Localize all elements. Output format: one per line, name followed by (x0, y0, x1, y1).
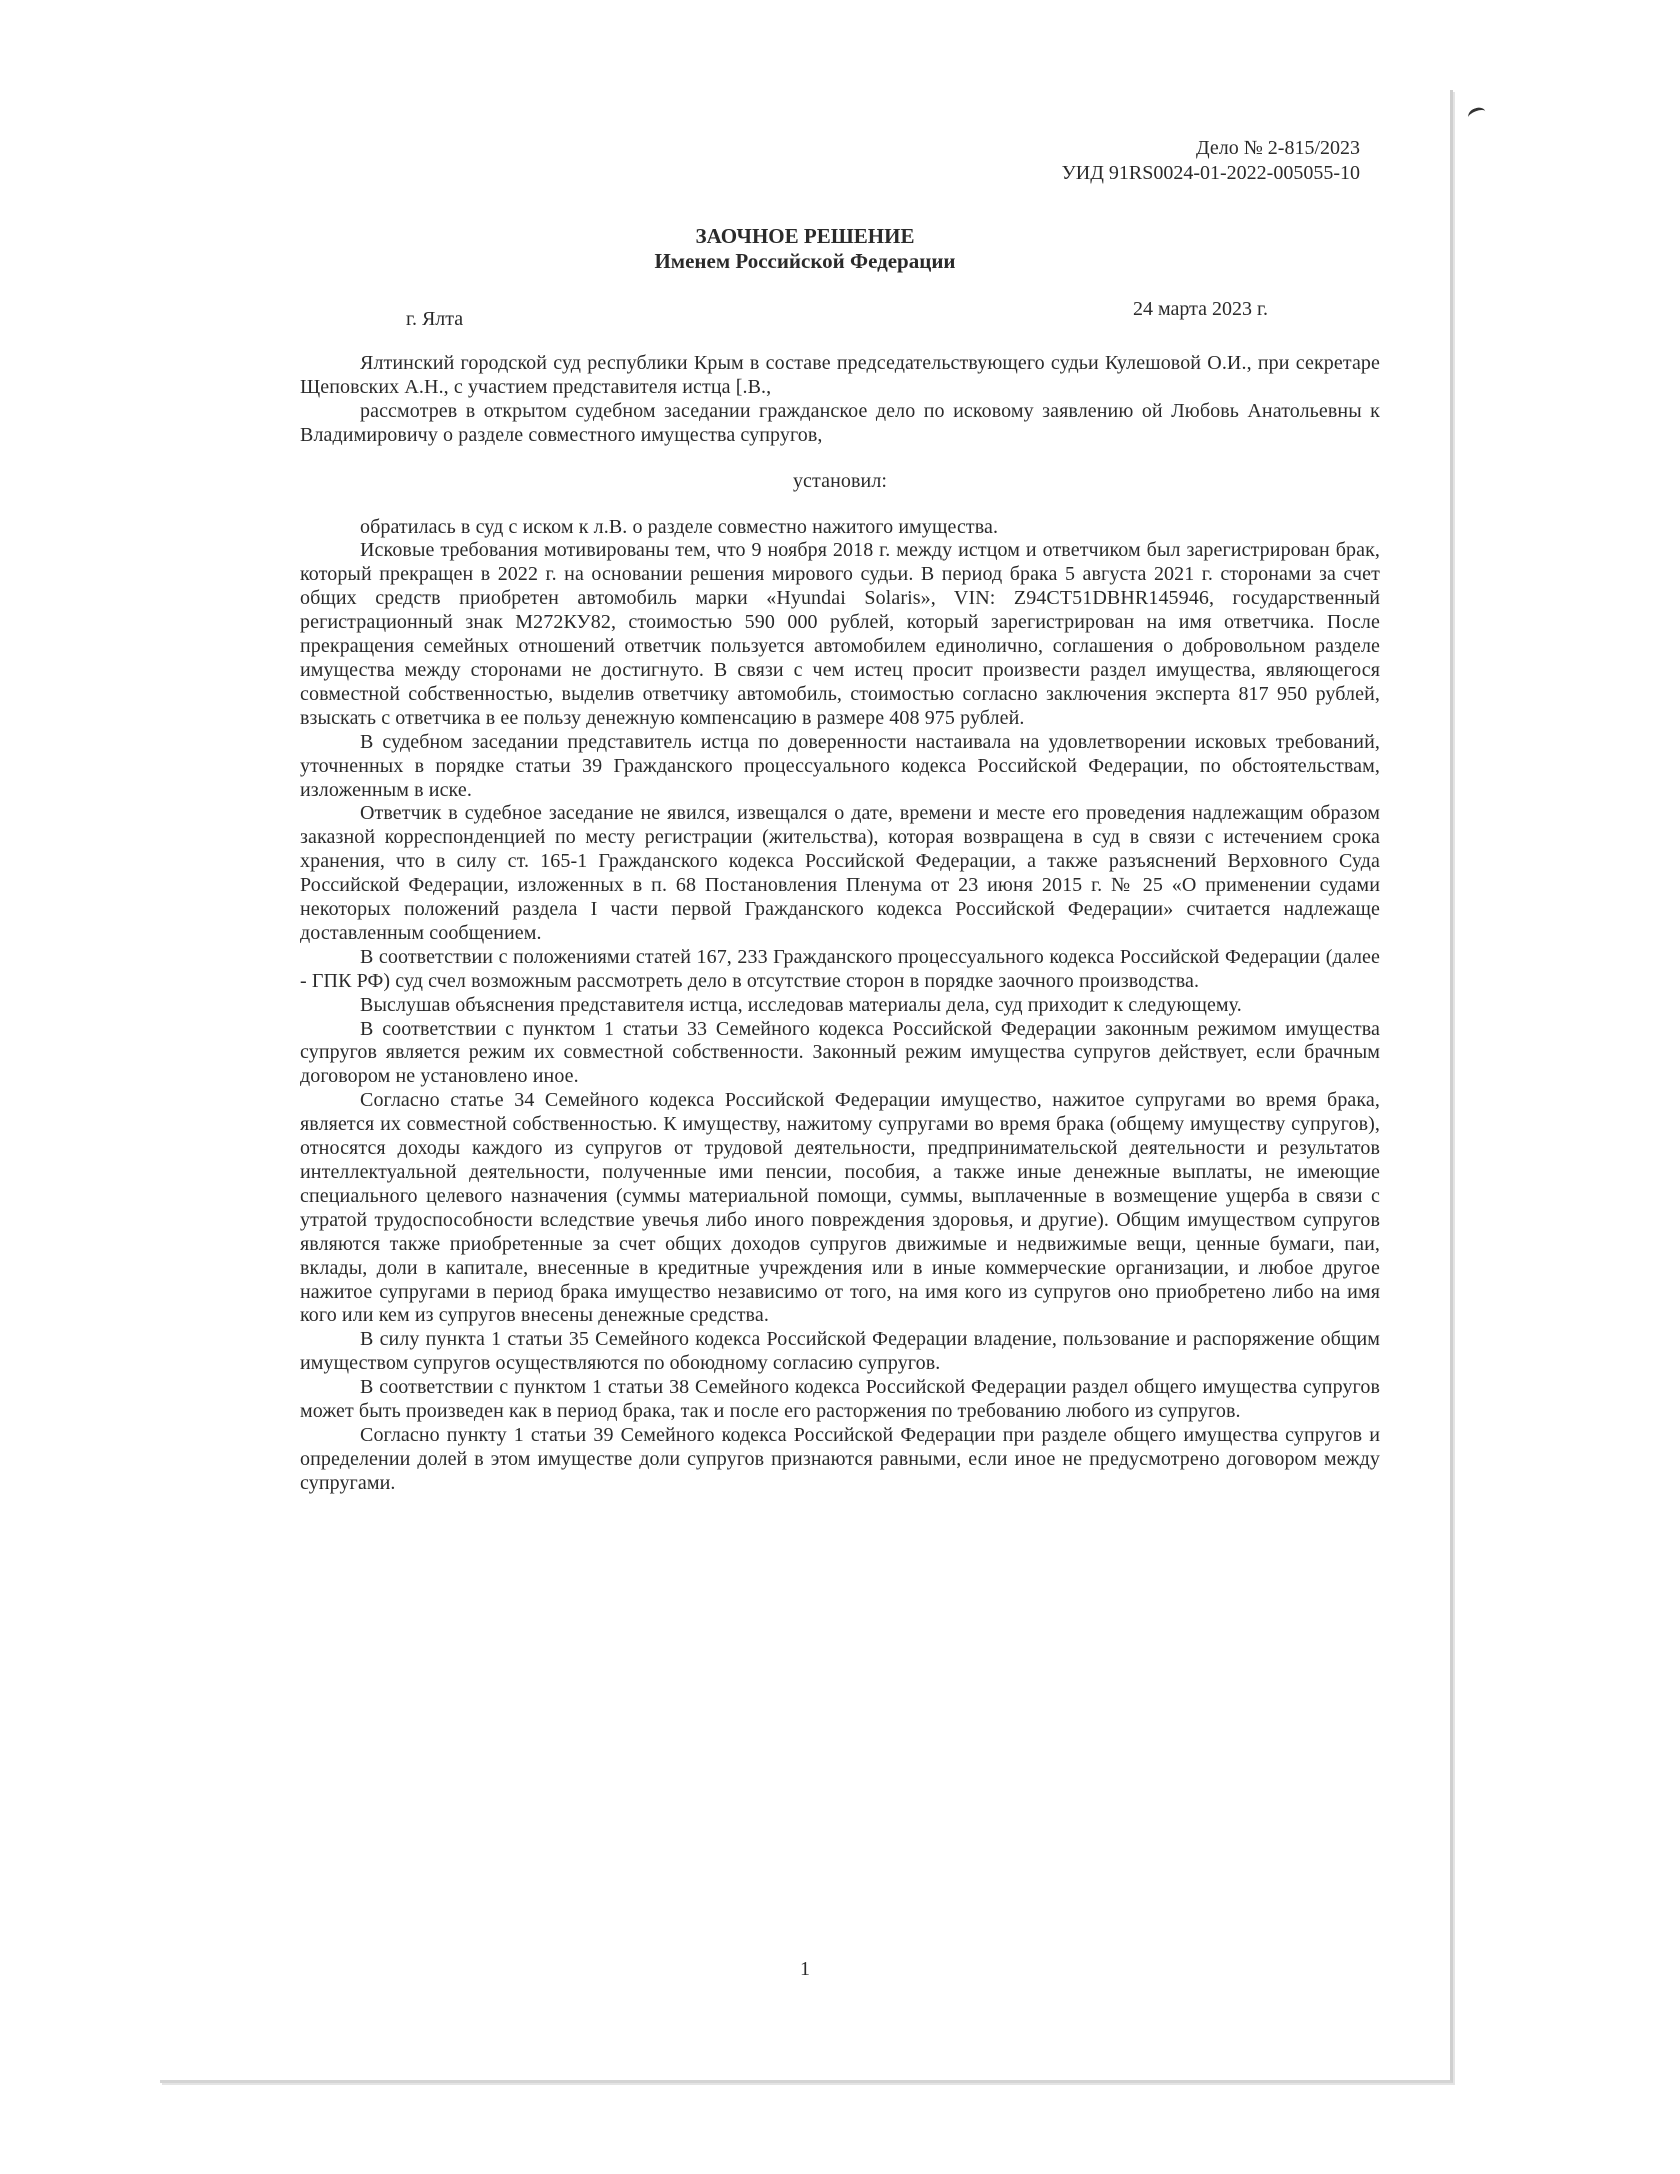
case-number: Дело № 2-815/2023 (1195, 137, 1360, 159)
paragraph: В судебном заседании представитель истца по доверенности настаивала на удовлетворении исковых требований, уточненных в порядке статьи 39 Гражданского процессуального кодекса Российской Федерации, по обстоятельствам, изложенным в иске. (300, 730, 1380, 801)
paragraph: обратилась в суд с иском к л.В. о разделе совместно нажитого имущества. (360, 515, 999, 538)
decision-date: 24 марта 2023 г. (1133, 298, 1268, 320)
paragraph: В силу пункта 1 статьи 35 Семейного кодекса Российской Федерации владение, пользование и распоряжение общим имуществом супругов осуществляются по обоюдному согласию супругов. (300, 1328, 1380, 1375)
paragraph: Выслушав объяснения представителя истца, исследовав материалы дела, суд приходит к следующему. (360, 993, 1242, 1016)
section-heading: установил: (792, 469, 888, 492)
paragraph: Ялтинский городской суд республики Крым в составе председательствующего судьи Кулешовой О.И., при секретаре Щеповских А.Н., с участием представителя истца [.В., (300, 352, 1380, 398)
document-title: ЗАОЧНОЕ РЕШЕНИЕ (695, 224, 915, 248)
document-body (300, 352, 1380, 1496)
paragraph: Согласно статье 34 Семейного кодекса Российской Федерации имущество, нажитое супругами во время брака, является их совместной собственностью. К имуществу, нажитому супругами во время брака (общему имуществу супругов), относятся доходы каждого из супругов от трудовой деятельности, предпринимательской деятельности и результатов интеллектуальной деятельности, полученные ими пенсии, пособия, а также иные денежные выплаты, не имеющие специального целевого назначения (суммы материальной помощи, суммы, выплаченные в возмещение ущерба в связи с утратой трудоспособности вследствие увечья либо иного повреждения здоровья, и другие). Общим имуществом супругов являются также приобретенные за счет общих доходов супругов движимые и недвижимые вещи, ценные бумаги, паи, вклады, доли в капитале, внесенные в кредитные учреждения или в иные коммерческие организации, и любое другое нажитое супругами в период брака имущество независимо от того, на имя кого из супругов оно приобретено либо на имя кого или кем из супругов внесены денежные средства. (300, 1089, 1380, 1327)
document-subtitle: Именем Российской Федерации (654, 249, 956, 273)
paragraph: рассмотрев в открытом судебном заседании гражданское дело по исковому заявлению ой Любовь Анатольевны к Владимировичу о разделе совместного имущества супругов, (300, 399, 1380, 446)
paragraph: Исковые требования мотивированы тем, что 9 ноября 2018 г. между истцом и ответчиком был зарегистрирован брак, который прекращен в 2022 г. на основании решения мирового судьи. В период брака 5 августа 2021 г. сторонами за счет общих средств приобретен автомобиль марки «Hyundai Solaris», VIN: Z94CT51DBHR145946, государственный регистрационный знак М272КУ82, стоимостью 590 000 рублей, который зарегистрирован на имя ответчика. После прекращения семейных отношений ответчик пользуется автомобилем единолично, соглашения о добровольном разделе имущества между сторонами не достигнуто. В связи с чем истец просит произвести раздел имущества, являющегося совместной собственностью, выделив ответчику автомобиль, стоимостью согласно заключения эксперта 817 950 рублей, взыскать с ответчика в ее пользу денежную компенсацию в размере 408 975 рублей. (300, 539, 1380, 729)
case-uid: УИД 91RS0024-01-2022-005055-10 (1061, 162, 1360, 184)
paragraph: Ответчик в судебное заседание не явился, извещался о дате, времени и месте его проведения надлежащим образом заказной корреспонденцией по месту регистрации (жительства), которая возвращена в суд в связи с истечением срока хранения, что в силу ст. 165-1 Гражданского кодекса Российской Федерации, а также разъяснений Верховного Суда Российской Федерации, изложенных в п. 68 Постановления Пленума от 23 июня 2015 г. № 25 «О применении судами некоторых положений раздела I части первой Гражданского кодекса Российской Федерации» считается надлежаще доставленным сообщением. (300, 802, 1380, 944)
paragraph: В соответствии с пунктом 1 статьи 38 Семейного кодекса Российской Федерации раздел общего имущества супругов может быть произведен как в период брака, так и после его расторжения по требованию любого из супругов. (300, 1376, 1380, 1423)
corner-mark (1466, 105, 1487, 123)
page-number: 1 (800, 1958, 810, 1980)
paragraph: В соответствии с положениями статей 167, 233 Гражданского процессуального кодекса Российской Федерации (далее - ГПК РФ) суд счел возможным рассмотреть дело в отсутствие сторон в порядке заочного производства. (300, 945, 1380, 992)
paragraph: Согласно пункту 1 статьи 39 Семейного кодекса Российской Федерации при разделе общего имущества супругов и определении долей в этом имуществе доли супругов признаются равными, если иное не предусмотрено договором между супругами. (300, 1423, 1380, 1494)
place: г. Ялта (406, 308, 464, 330)
paragraph: В соответствии с пунктом 1 статьи 33 Семейного кодекса Российской Федерации законным режимом имущества супругов является режим их совместной собственности. Законный режим имущества супругов действует, если брачным договором не установлено иное. (300, 1017, 1380, 1088)
